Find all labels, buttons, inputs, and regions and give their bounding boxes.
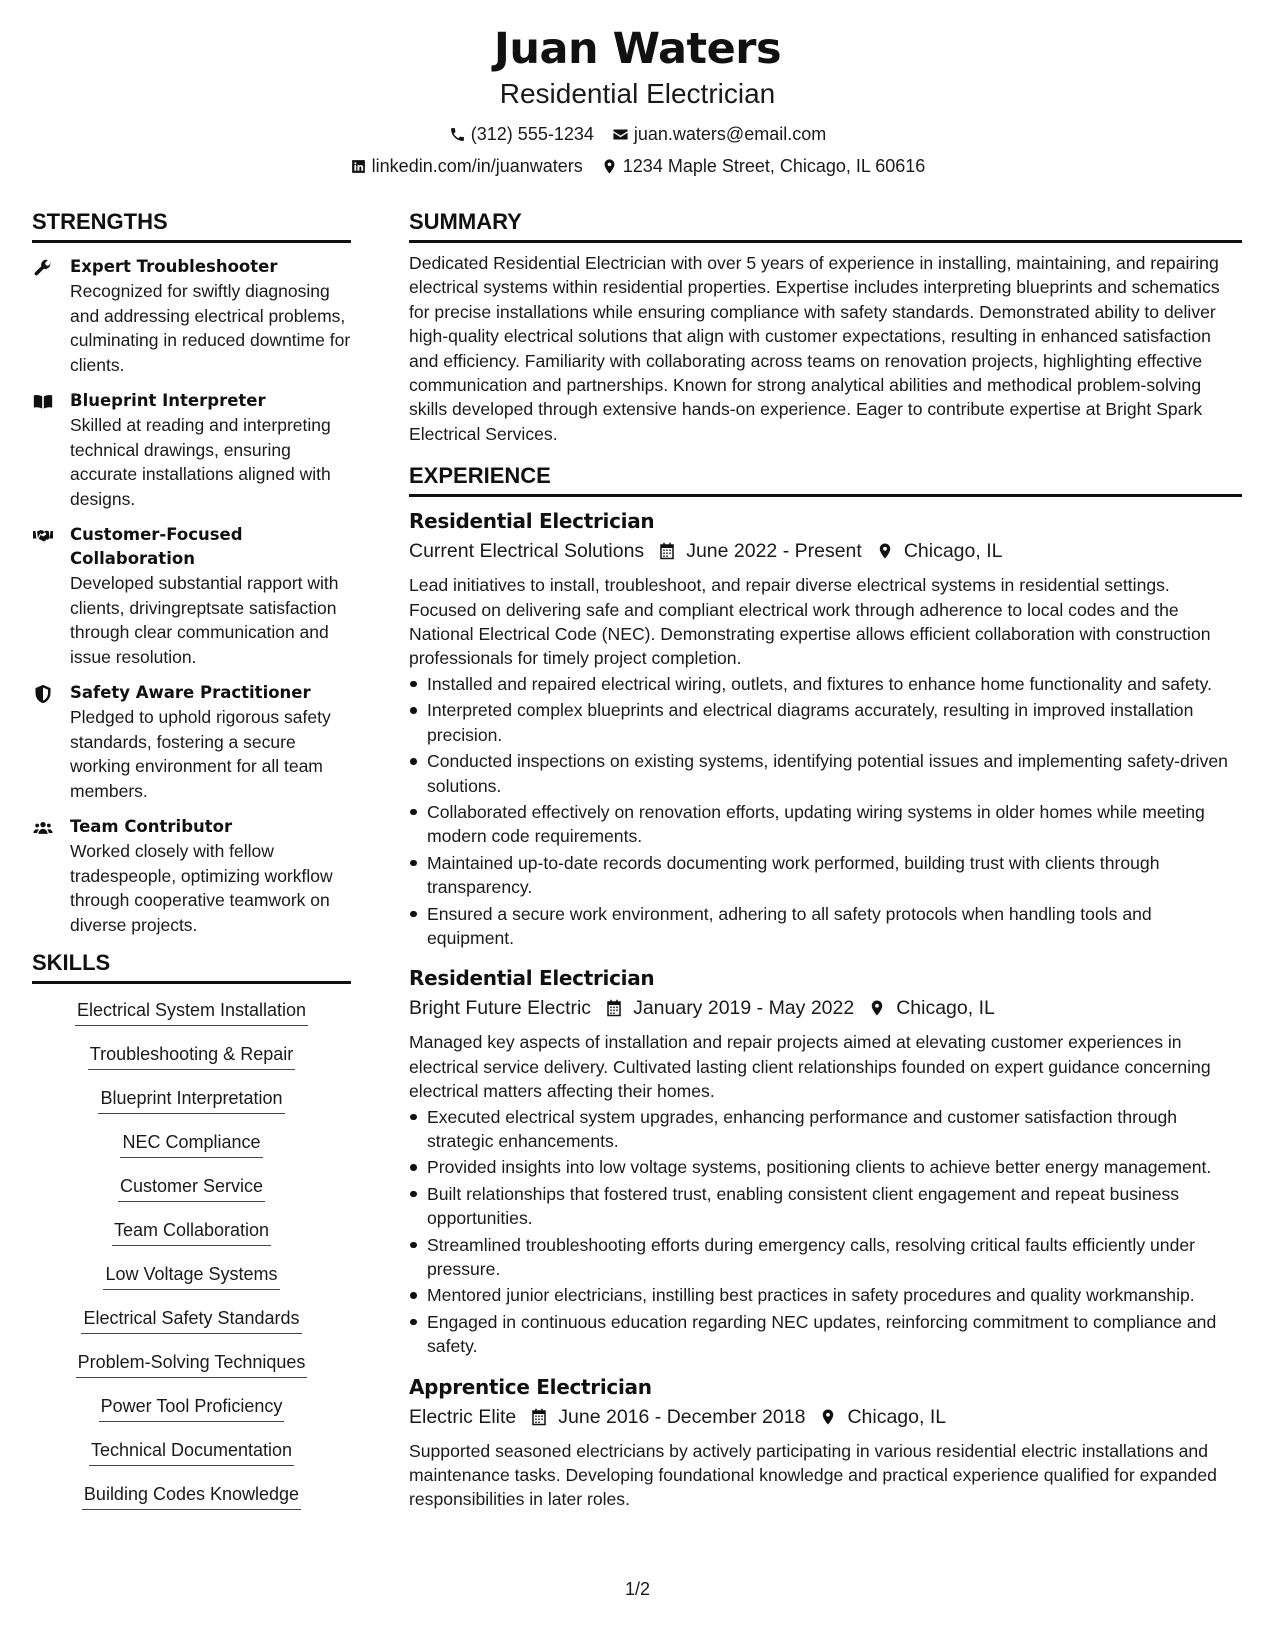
skill-item: [32, 1174, 351, 1218]
map-pin-icon: [819, 1407, 837, 1427]
strength-item: [32, 255, 351, 377]
skill-item: [32, 1130, 351, 1174]
contact-phone[interactable]: [449, 122, 594, 146]
bullet-item: Conducted inspections on existing systems, identifying potential issues and implementing safety-driven solutions.: [409, 749, 1242, 798]
job-company: Bright Future Electric: [409, 997, 592, 1020]
bullet-item: Executed electrical system upgrades, enhancing performance and customer satisfaction through strategic enhancements.: [409, 1105, 1242, 1154]
job-meta: [409, 537, 1242, 565]
skill-item: [32, 1086, 351, 1130]
strength-desc: Pledged to uphold rigorous safety standards, fostering a secure working environment for all team members.: [70, 707, 331, 801]
linkedin-icon: [350, 158, 367, 175]
strengths-heading: STRENGTHS: [32, 208, 351, 243]
skill-item: [32, 1042, 351, 1086]
skill-item: [32, 1218, 351, 1262]
address-text: 1234 Maple Street, Chicago, IL 60616: [622, 156, 926, 176]
job-dates: June 2022 - Present: [686, 540, 862, 563]
strength-desc: Developed substantial rapport with clients, drivingreptsate satisfaction through clear communication and issue resolution.: [70, 573, 339, 667]
envelope-icon: [612, 126, 629, 143]
shield-icon: [32, 684, 54, 704]
skill-label: Building Codes Knowledge: [82, 1482, 301, 1510]
calendar-icon: [530, 1407, 548, 1427]
skill-label: Power Tool Proficiency: [99, 1394, 285, 1422]
linkedin-text: linkedin.com/in/juanwaters: [371, 156, 583, 176]
skill-label: Electrical System Installation: [75, 998, 308, 1026]
skill-label: Technical Documentation: [89, 1438, 294, 1466]
skill-label: Troubleshooting & Repair: [88, 1042, 295, 1070]
bullet-item: Streamlined troubleshooting efforts during emergency calls, resolving critical faults efficiently under pressure.: [409, 1233, 1242, 1282]
skill-label: Low Voltage Systems: [103, 1262, 279, 1290]
job-entry: [409, 507, 1242, 950]
strength-title: Blueprint Interpreter: [70, 391, 266, 410]
skill-label: Problem-Solving Techniques: [76, 1350, 308, 1378]
book-icon: [32, 392, 54, 412]
strength-desc: Worked closely with fellow tradespeople, optimizing workflow through cooperative teamwork on diverse projects.: [70, 841, 333, 935]
contact-line-2: [0, 154, 1275, 178]
skill-label: Blueprint Interpretation: [98, 1086, 284, 1114]
strength-item: [32, 681, 351, 803]
skill-item: [32, 1306, 351, 1350]
summary-heading: SUMMARY: [409, 208, 1242, 243]
skill-label: NEC Compliance: [120, 1130, 262, 1158]
right-column: [409, 208, 1242, 1512]
phone-text: (312) 555-1234: [470, 124, 594, 144]
experience-heading: EXPERIENCE: [409, 462, 1242, 497]
calendar-icon: [658, 541, 676, 561]
job-bullets: [409, 1105, 1242, 1359]
map-pin-icon: [876, 541, 894, 561]
strength-item: [32, 815, 351, 937]
skills-heading: SKILLS: [32, 949, 351, 984]
skill-item: [32, 998, 351, 1042]
contact-linkedin[interactable]: [350, 154, 583, 178]
skill-label: Customer Service: [118, 1174, 265, 1202]
bullet-item: Engaged in continuous education regarding NEC updates, reinforcing commitment to compliance and safety.: [409, 1310, 1242, 1359]
job-description: Managed key aspects of installation and repair projects aimed at elevating customer experiences in electrical service delivery. Cultivated lasting client relationships founded on expert guidance concerning electrical matters affecting their homes.: [409, 1032, 1211, 1102]
calendar-icon: [605, 998, 623, 1018]
job-entry: [409, 964, 1242, 1358]
bullet-item: Maintained up-to-date records documenting work performed, building trust with clients through transparency.: [409, 851, 1242, 900]
bullet-item: Provided insights into low voltage systems, positioning clients to achieve better energy management.: [409, 1155, 1242, 1179]
job-location: Chicago, IL: [903, 540, 1003, 563]
strength-item: [32, 523, 351, 669]
bullet-item: Interpreted complex blueprints and electrical diagrams accurately, resulting in improved installation precision.: [409, 698, 1242, 747]
job-meta: [409, 1403, 1242, 1431]
skill-item: [32, 1394, 351, 1438]
candidate-name: Juan Waters: [493, 24, 782, 74]
job-company: Electric Elite: [409, 1405, 517, 1428]
bullet-item: Ensured a secure work environment, adhering to all safety protocols when handling tools and equipment.: [409, 902, 1242, 951]
job-location: Chicago, IL: [896, 997, 995, 1020]
map-pin-icon: [868, 998, 886, 1018]
job-description: Lead initiatives to install, troubleshoot, and repair diverse electrical systems in residential settings. Focused on delivering safe and compliant electrical work through adherence to local codes and the National Electrical Code (NEC). Demonstrating expertise allows efficient collaboration with construction professionals for timely project completion.: [409, 575, 1211, 669]
bullet-item: Installed and repaired electrical wiring, outlets, and fixtures to enhance home functionality and safety.: [409, 672, 1242, 696]
contact-line-1: [0, 122, 1275, 146]
strength-title: Safety Aware Practitioner: [70, 683, 311, 702]
resume-header: [0, 22, 1275, 178]
skill-item: [32, 1482, 351, 1526]
strength-title: Customer-Focused Collaboration: [70, 525, 243, 568]
skill-label: Electrical Safety Standards: [81, 1306, 301, 1334]
job-description: Supported seasoned electricians by actively participating in various residential electric installations and maintenance tasks. Developing foundational knowledge and practical experience qualified for expanded responsibilities in later roles.: [409, 1440, 1217, 1510]
strength-item: [32, 389, 351, 511]
job-company: Current Electrical Solutions: [409, 540, 645, 563]
wrench-icon: [32, 258, 54, 278]
job-meta: [409, 994, 1242, 1022]
candidate-role: Residential Electrician: [499, 78, 776, 109]
phone-icon: [449, 126, 466, 143]
map-pin-icon: [601, 158, 618, 175]
contact-address: [601, 154, 926, 178]
bullet-item: Collaborated effectively on renovation efforts, updating wiring systems in older homes while meeting modern code requirements.: [409, 800, 1242, 849]
job-title: Apprentice Electrician: [409, 1374, 652, 1399]
strengths-list: [32, 255, 351, 937]
page-number: 1/2: [624, 1579, 651, 1599]
users-icon: [32, 818, 54, 838]
bullet-item: Mentored junior electricians, instilling best practices in safety procedures and quality workmanship.: [409, 1283, 1242, 1307]
job-location: Chicago, IL: [847, 1405, 947, 1428]
bullet-item: Built relationships that fostered trust, enabling consistent client engagement and repeat business opportunities.: [409, 1182, 1242, 1231]
skills-list: [32, 998, 351, 1526]
summary-text: Dedicated Residential Electrician with over 5 years of experience in installing, maintaining, and repairing electrical systems within residential properties. Expertise includes interpreting blueprints and schematics for precise installations while ensuring compliance with safety standards. Demonstrated ability to deliver high-quality electrical solutions that align with customer expectations, resulting in enhanced satisfaction and efficiency. Familiarity with collaborating across teams on renovation projects, highlighting effective communication and partnerships. Known for strong analytical abilities and methodical problem-solving skills developed through extensive hands-on experience. Eager to contribute expertise at Bright Spark Electrical Services.: [409, 253, 1220, 444]
skill-item: [32, 1350, 351, 1394]
job-entry: [409, 1373, 1242, 1512]
strength-title: Expert Troubleshooter: [70, 257, 278, 276]
job-dates: June 2016 - December 2018: [558, 1405, 806, 1428]
job-bullets: [409, 672, 1242, 950]
job-dates: January 2019 - May 2022: [633, 997, 855, 1020]
contact-email[interactable]: [612, 122, 826, 146]
left-column: [32, 208, 351, 1526]
strength-desc: Recognized for swiftly diagnosing and addressing electrical problems, culminating in reduced downtime for clients.: [70, 281, 351, 375]
skill-item: [32, 1438, 351, 1482]
job-title: Residential Electrician: [409, 509, 655, 534]
strength-title: Team Contributor: [70, 817, 233, 836]
email-text: juan.waters@email.com: [633, 124, 827, 144]
job-title: Residential Electrician: [409, 966, 655, 991]
skill-label: Team Collaboration: [112, 1218, 271, 1246]
handshake-icon: [32, 526, 54, 546]
skill-item: [32, 1262, 351, 1306]
strength-desc: Skilled at reading and interpreting technical drawings, ensuring accurate installations aligned with designs.: [70, 415, 331, 509]
